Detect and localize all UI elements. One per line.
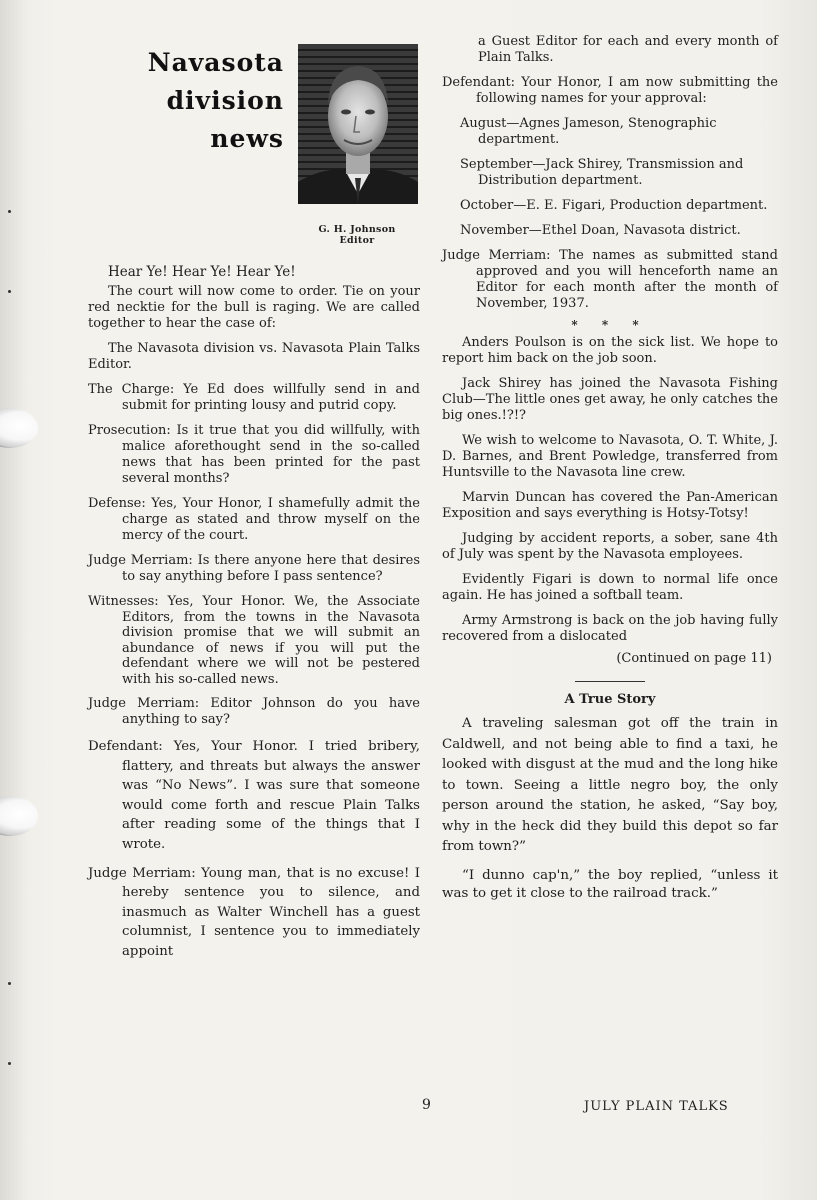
editor-list-item: September—Jack Shirey, Transmission and Distribution department. — [460, 157, 744, 188]
news-item: Army Armstrong is back on the job having fully recovered from a dislocated — [442, 613, 778, 644]
caption-name: G. H. Johnson — [318, 224, 396, 235]
paragraph: Witnesses: Yes, Your Honor. We, the Associate Editors, from the towns in the Navasota division promise that we will submit an abundance of news if you will put the defendant where we will not be pestered with his so-called news. — [88, 594, 420, 687]
paragraph: Hear Ye! Hear Ye! Hear Ye! — [108, 264, 296, 280]
left-column — [88, 264, 420, 971]
news-item: Anders Poulson is on the sick list. We hope to report him back on the job soon. — [442, 335, 778, 366]
news-item: Marvin Duncan has covered the Pan-American Exposition and says everything is Hotsy-Totsy! — [442, 490, 778, 521]
paragraph: The court will now come to order. Tie on your red necktie for the bull is raging. We are called together to hear the case of: — [88, 284, 420, 331]
separator: * * * — [571, 318, 649, 332]
publication-footer: JULY PLAIN TALKS — [584, 1099, 729, 1114]
news-item: We wish to welcome to Navasota, O. T. White, J. D. Barnes, and Brent Powledge, transferred from Huntsville to the Navasota line crew. — [442, 433, 778, 480]
title-line: division — [166, 86, 284, 115]
divider — [575, 681, 645, 682]
paragraph: Defendant: Yes, Your Honor. I tried bribery, flattery, and threats but always the answer was “No News”. I was sure that someone would come forth and rescue Plain Talks after reading some of the things that I wrote. — [88, 739, 420, 852]
story-paragraph: A traveling salesman got off the train in Caldwell, and not being able to find a taxi, he looked with disgust at the mud and the long hike to town. Seeing a little negro boy, the only person around the station, he asked, “Say boy, why in the heck did they build this depot so far from town?” — [442, 716, 778, 854]
paragraph: Judge Merriam: Young man, that is no excuse! I hereby sentence you to silence, and inasmuch as Walter Winchell has a guest columnist, I sentence you to immediately appoint — [88, 865, 420, 959]
paragraph: a Guest Editor for each and every month of Plain Talks. — [478, 34, 778, 65]
title-line: news — [210, 124, 284, 153]
news-item: Jack Shirey has joined the Navasota Fishing Club—The little ones get away, he only catches the big ones.!?!? — [442, 376, 778, 423]
paragraph: Defense: Yes, Your Honor, I shamefully admit the charge as stated and throw myself on the mercy of the court. — [88, 496, 420, 543]
editor-list-item: August—Agnes Jameson, Stenographic department. — [460, 116, 717, 147]
story-title: A True Story — [564, 692, 656, 707]
title-line: Navasota — [147, 48, 284, 77]
paper-speck — [8, 982, 11, 985]
binder-hole-upper — [0, 408, 38, 448]
binder-hole-lower — [0, 796, 38, 836]
paper-speck — [8, 1062, 11, 1065]
editor-list-item: November—Ethel Doan, Navasota district. — [460, 223, 741, 238]
editor-list-item: October—E. E. Figari, Production department. — [460, 198, 768, 213]
paragraph: Judge Merriam: Is there anyone here that desires to say anything before I pass sentence? — [88, 553, 420, 584]
photo-caption — [296, 224, 418, 246]
paragraph: Prosecution: Is it true that you did willfully, with malice aforethought send in the so-called news that has been printed for the past several months? — [88, 423, 420, 486]
paragraph: Judge Merriam: Editor Johnson do you have anything to say? — [88, 696, 420, 727]
right-column — [442, 34, 778, 912]
paragraph: Defendant: Your Honor, I am now submitting the following names for your approval: — [442, 75, 778, 106]
paragraph: The Charge: Ye Ed does willfully send in and submit for printing lousy and putrid copy. — [88, 382, 420, 413]
paper-speck — [8, 290, 11, 293]
paragraph: Judge Merriam: The names as submitted stand approved and you will henceforth name an Editor for each month after the month of November, 1937. — [442, 248, 778, 311]
story-paragraph: “I dunno cap'n,” the boy replied, “unless it was to get it close to the railroad track.” — [442, 867, 778, 901]
paragraph: The Navasota division vs. Navasota Plain Talks Editor. — [88, 341, 420, 372]
paper-speck — [8, 210, 11, 213]
section-title — [118, 44, 284, 158]
news-item: Judging by accident reports, a sober, sane 4th of July was spent by the Navasota employees. — [442, 531, 778, 562]
continued-note: (Continued on page 11) — [616, 651, 772, 666]
editor-portrait-photo — [298, 44, 418, 204]
news-item: Evidently Figari is down to normal life once again. He has joined a softball team. — [442, 572, 778, 603]
caption-role: Editor — [339, 235, 375, 246]
page-number: 9 — [422, 1097, 431, 1113]
